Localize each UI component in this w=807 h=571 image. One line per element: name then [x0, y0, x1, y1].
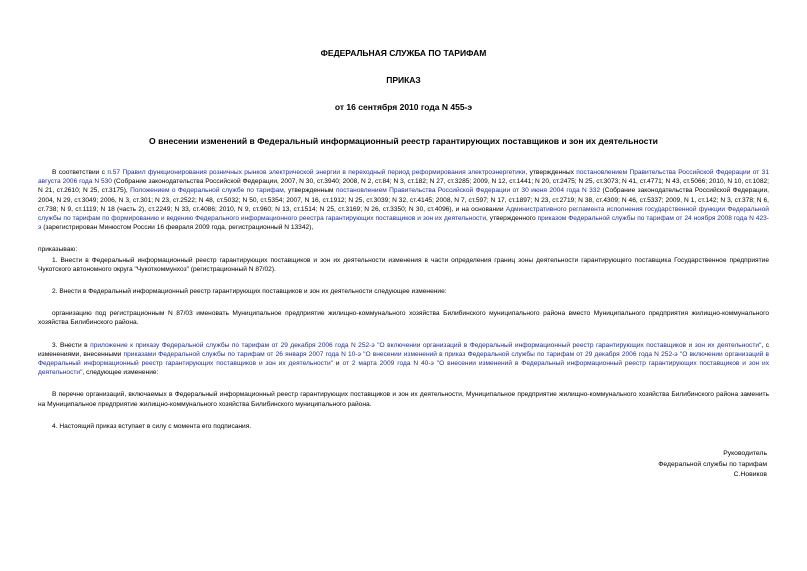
paragraph-item-2: 2. Внести в Федеральный информационный реестр гарантирующих поставщиков и зон их деятельности следующее изменение:: [52, 288, 447, 296]
link-order-10[interactable]: приказами Федеральной службы по тарифам от 26 января 2007 года N 10-э "О внесении изменений в приказ Федеральной службы по тарифам от 29 декабря 2006 года N 252-э "О включении организаций в Федеральный информационный реестр гарантирующих поставщиков и зон их деятельности": [38, 350, 770, 368]
text-segment: (Собрание законодательства Российской Федерации, 2007, N 30, ст.3940; 2008, N 2, ст.84; N 3, ст.182; N 27, ст.3285; 2009, N 12, ст.1441; N 20, ст.2475; N 25, ст.3073; N 41, ст.4771; N 43, ст.5066; 2010, N 10, ст.1082; N 21, ст.2610; N 25, ст.3175),: [38, 178, 769, 195]
link-resolution-530[interactable]: постановлением Правительства Российской Федерации от 31 августа 2006 года N 530: [38, 169, 770, 186]
text-segment: и: [332, 360, 343, 368]
paragraph-item-3-detail: В перечне организаций, включаемых в Федеральный информационный реестр гарантирующих поставщиков и зон их деятельности, Муниципальное предприятие жилищно-коммунального хозяйства Билибинского района заменить на Муниципальное предприятие жилищно-коммунального хозяйства Билибинского муниципального района.: [38, 391, 769, 408]
signature-organization: Федеральной службы по тарифам: [658, 460, 767, 468]
document-date-number: от 16 сентября 2010 года N 455-э: [334, 102, 473, 112]
document-title: О внесении изменений в Федеральный информационный реестр гарантирующих поставщиков и зон их деятельности: [149, 136, 658, 146]
paragraph-item-1: 1. Внести в Федеральный информационный реестр гарантирующих поставщиков и зон их деятельности изменения в части определения границ зоны деятельности гарантирующего поставщика Государственное предприятие Чукотского автономного округа "Чукоткоммунхоз" (регистрационный N 87/02).: [38, 256, 769, 273]
document-body: [38, 168, 769, 431]
paragraph-preamble: [38, 168, 769, 232]
document-type: ПРИКАЗ: [386, 75, 421, 85]
text-segment: , утвержденным: [283, 187, 336, 195]
text-segment: , следующее изменение:: [82, 369, 159, 377]
text-segment: , утвержденных: [525, 169, 577, 176]
signature-name: С.Новиков: [733, 471, 767, 478]
paragraph-item-4: 4. Настоящий приказ вступает в силу с момента его подписания.: [52, 422, 252, 430]
signature-position: Руководитель: [723, 450, 767, 457]
link-admin-regulation[interactable]: Административного регламента исполнения государственной функции Федеральной службы по тарифам по формированию и ведению Федерального информационного реестра гарантирующих поставщиков и зон их деятельности: [38, 205, 769, 223]
text-segment: , с изменениями, внесенными: [38, 341, 769, 358]
link-rules-p57[interactable]: п.57 Правил функционирования розничных рынков электрической энергии в переходный период реформирования электроэнергетики: [107, 169, 526, 176]
text-segment: , утвержденного: [486, 215, 538, 223]
link-order-40[interactable]: от 2 марта 2009 года N 40-э "О внесении изменений в Федеральный информационный реестр гарантирующих поставщиков и зон их деятельности": [38, 360, 769, 377]
text-segment: (Собрание законодательства Российской Федерации, 2004, N 29, ст.3049; 2006, N 3, ст.301; N 23, ст.2522; N 48, ст.5032; N 50, ст.5354; 2007, N 16, ст.1912; N 25, ст.3039; N 32, ст.4145; 2008, N 7, ст.597; N 17, ст.1897; N 23, ст.2719; N 38, ст.4309; N 46, ст.5337; 2009, N 1, ст.142; N 3, ст.378; N 6, ст.738; N 9, ст.1119; N 18 (часть 2), ст.2249; N 33, ст.4086; 2010, N 9, ст.960; N 13, ст.1514; N 25, ст.3169; N 26, ст.3350; N 30, ст.4096), и на основании: [38, 187, 769, 213]
agency-name: ФЕДЕРАЛЬНАЯ СЛУЖБА ПО ТАРИФАМ: [320, 48, 487, 58]
paragraph-item-2-detail: организацию под регистрационным N 87/03 именовать Муниципальное предприятие жилищно-коммунального хозяйства Билибинского муниципального района вместо Муниципального предприятия жилищно-коммунального хозяйства Билибинского района.: [38, 310, 769, 327]
paragraph-item-3: [38, 341, 769, 378]
signature-block: [658, 449, 767, 481]
link-fst-regulation[interactable]: Положением о Федеральной службе по тарифам: [130, 187, 284, 195]
paragraph-order-word: приказываю:: [38, 246, 78, 254]
text-segment: (зарегистрирован Минюстом России 16 февраля 2009 года, регистрационный N 13342),: [41, 224, 314, 232]
text-segment: В соответствии с: [52, 169, 108, 176]
text-segment: 3. Внести в: [52, 341, 91, 349]
link-order-252[interactable]: приложение к приказу Федеральной службы по тарифам от 29 декабря 2006 года N 252-э "О включении организаций в Федеральный информационный реестр гарантирующих поставщиков и зон их деятельности": [90, 341, 762, 349]
link-order-423[interactable]: приказом Федеральной службы по тарифам от 24 ноября 2008 года N 423-э: [38, 215, 769, 232]
link-resolution-332[interactable]: постановлением Правительства Российской Федерации от 30 июня 2004 года N 332: [335, 187, 601, 195]
